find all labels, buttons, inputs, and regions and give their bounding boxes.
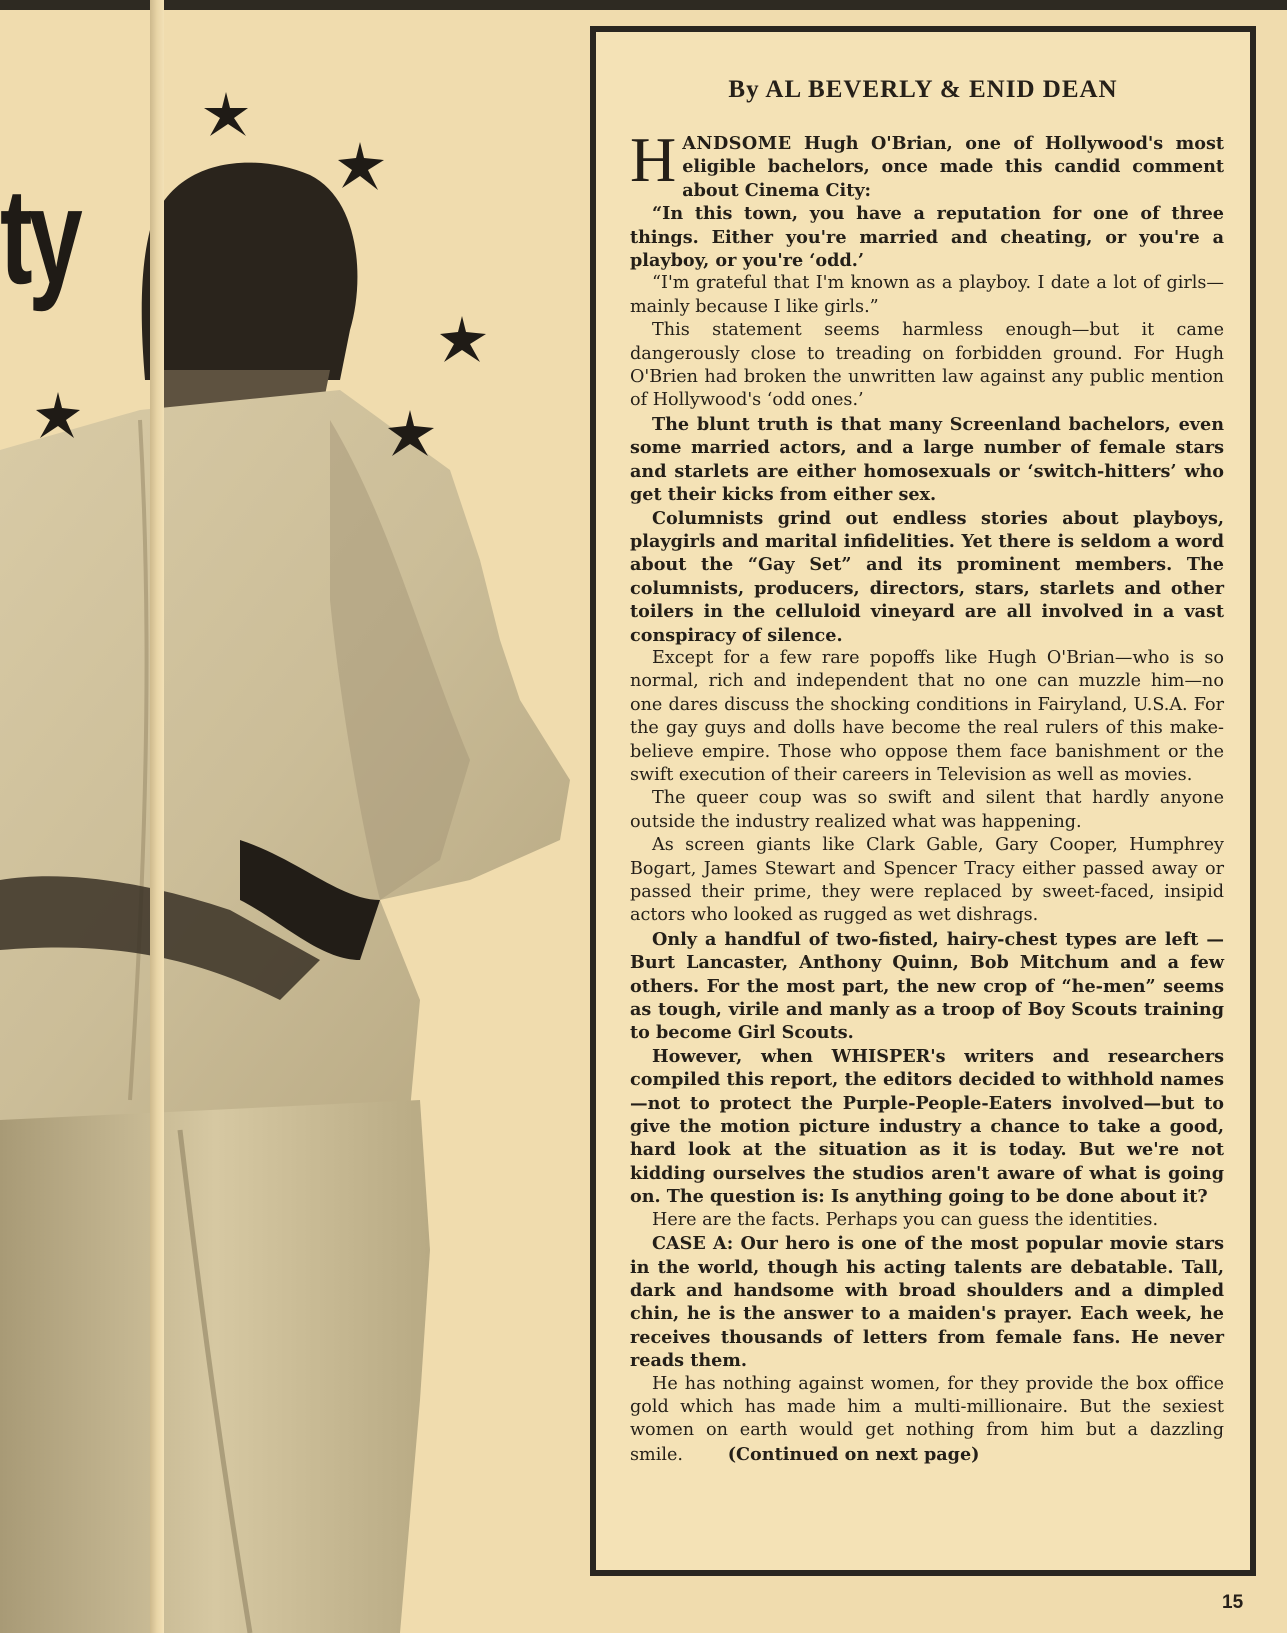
article-box [590, 26, 1256, 1576]
article-paragraph [630, 1373, 1224, 1468]
page-number: 15 [1222, 1592, 1244, 1613]
page-gutter [150, 0, 164, 1633]
drop-cap: H [630, 124, 677, 195]
jacket [0, 390, 570, 1130]
lead-in: ANDSOME [682, 133, 792, 154]
article-paragraph: Except for a few rare popoffs like Hugh O'Brian—who is so normal, rich and independent that no one can muzzle him—no one dares discuss the shocking conditions in Fairyland, U.S.A. For the gay guys and dolls have become the real rulers of this make-believe empire. Those who oppose them face banishment or the swift execution of their careers in Television as well as movies. [630, 647, 1224, 785]
article-paragraph: However, when WHISPER's writers and researchers compiled this report, the editors decided to withhold names —not to protect the Purple-People-Eaters involved—but to give the motion picture industry a chance to take a good, hard look at the situation as it is today. But we're not kidding ourselves the studios aren't aware of what is going on. The question is: Is anything going to be done about it? [630, 1045, 1224, 1208]
continued-notice: (Continued on next page) [727, 1443, 980, 1465]
article-paragraph: The blunt truth is that many Screenland bachelors, even some married actors, and a large number of female stars and starlets are either homosexuals or ‘switch-hitters’ who get their kicks from either sex. [630, 413, 1224, 506]
article-paragraph: “In this town, you have a reputation for one of three things. Either you're married and cheating, or you're a playboy, or you're ‘odd.’ [630, 203, 1224, 272]
hair [142, 163, 358, 380]
headline-fragment: ty [0, 160, 79, 312]
article-paragraph [630, 124, 1224, 202]
article-paragraph: The queer coup was so swift and silent that hardly anyone outside the industry realized what was happening. [630, 788, 1224, 832]
photo-man-in-white-suit [0, 0, 590, 1633]
article-paragraph: “I'm grateful that I'm known as a playboy. I date a lot of girls—mainly because I like girls.” [630, 273, 1224, 317]
article-paragraph: Columnists grind out endless stories about playboys, playgirls and marital infidelities. Yet there is seldom a word about the “Gay Set” and its prominent members. The columnists, producers, directors, stars, starlets and other toilers in the celluloid vineyard are all involved in a vast conspiracy of silence. [630, 507, 1224, 646]
article-paragraph: As screen giants like Clark Gable, Gary Cooper, Humphrey Bogart, James Stewart and Spencer Tracy either passed away or passed their prime, they were replaced by sweet-faced, insipid actors who looked as rugged as wet dishrags. [630, 835, 1224, 926]
paragraph-text: Hugh O'Brian, one of Hollywood's most eligible bachelors, once made this candid comment about Cinema City: [682, 133, 1224, 201]
article-paragraph: Only a handful of two-fisted, hairy-chest types are left —Burt Lancaster, Anthony Quinn, Bob Mitchum and a few others. For the most part, the new crop of “he-men” seems as tough, virile and manly as a troop of Boy Scouts training to become Girl Scouts. [630, 928, 1224, 1044]
byline: By AL BEVERLY & ENID DEAN [728, 76, 1118, 103]
article-paragraph: This statement seems harmless enough—but it came dangerously close to treading on forbidden ground. For Hugh O'Brien had broken the unwritten law against any public mention of Hollywood's ‘odd ones.’ [630, 320, 1224, 411]
paragraph-text: He has nothing against women, for they provide the box office gold which has made him a multi-millionaire. But the sexiest women on earth would get nothing from him but a dazzling smile. [630, 1373, 1224, 1465]
article-paragraph: CASE A: Our hero is one of the most popular movie stars in the world, though his acting talents are debatable. Tall, dark and handsome with broad shoulders and a dimpled chin, he is the answer to a maiden's prayer. Each week, he receives thousands of letters from female fans. He never reads them. [630, 1233, 1224, 1372]
article-paragraph: Here are the facts. Perhaps you can guess the identities. [652, 1209, 1159, 1230]
trousers [0, 1100, 430, 1633]
article-body [630, 124, 1224, 1467]
